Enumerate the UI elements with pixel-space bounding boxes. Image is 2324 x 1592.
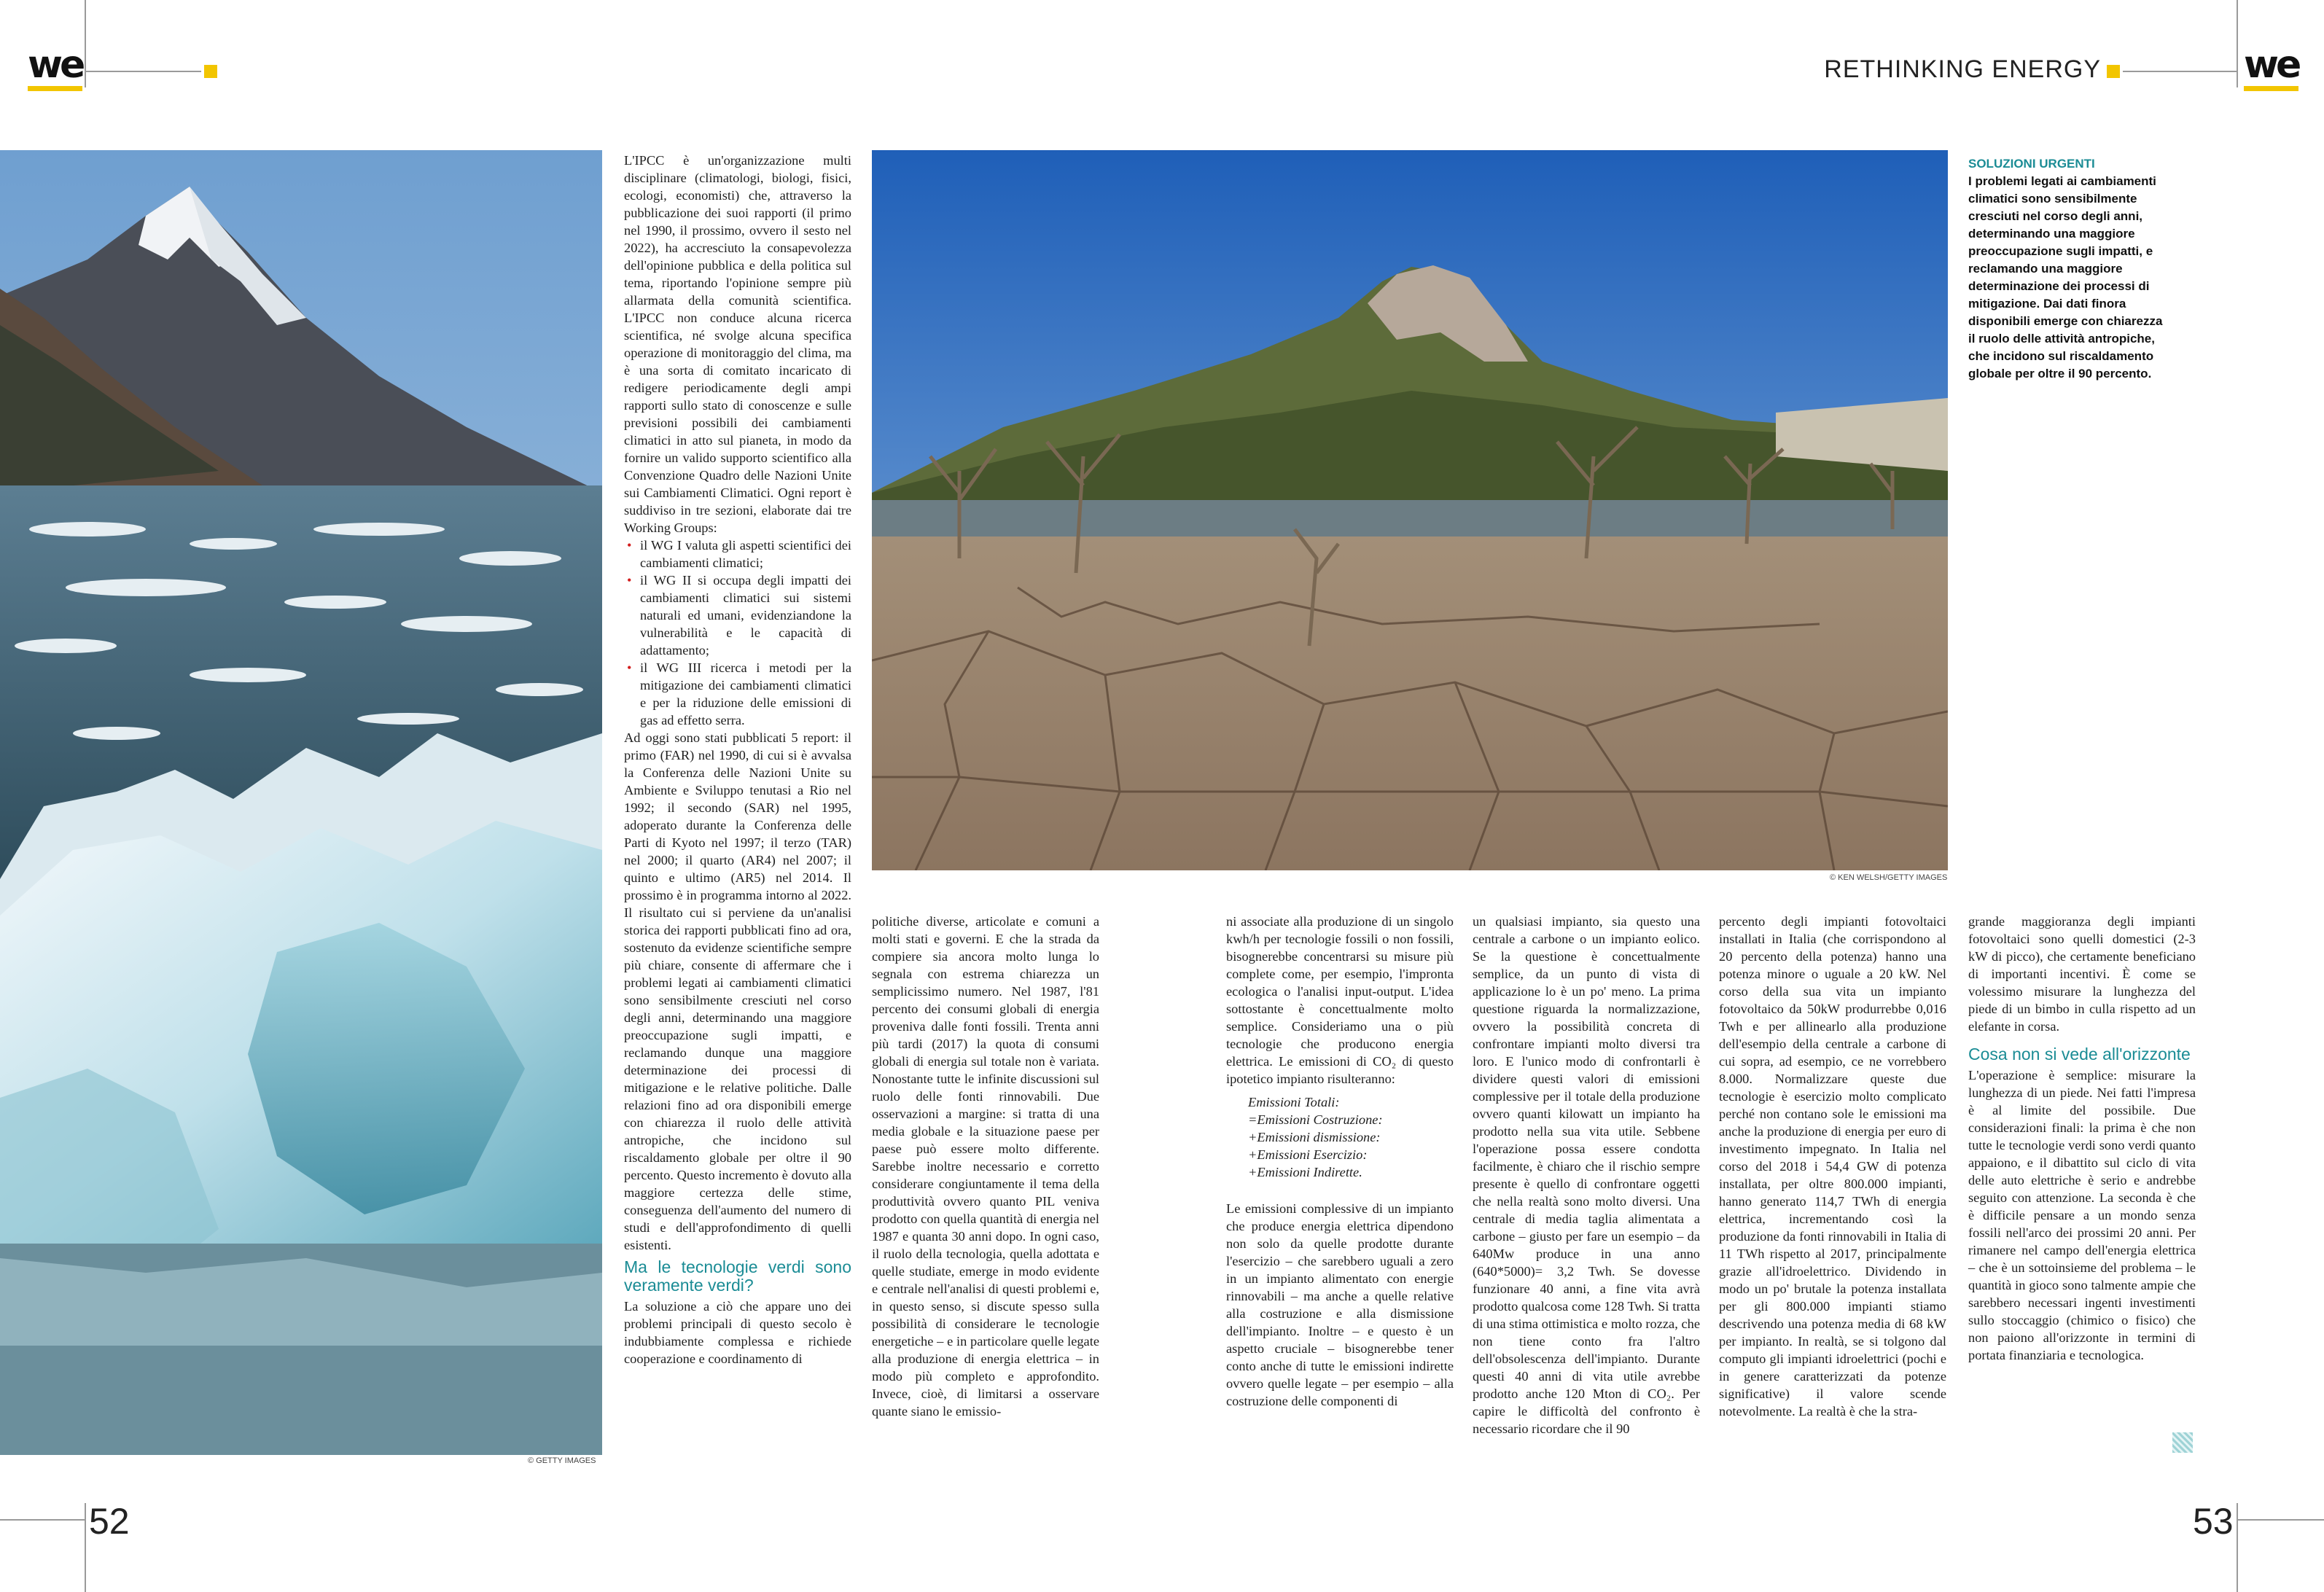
footer-rule-left	[0, 1519, 85, 1521]
col1-paragraph-2: Ad oggi sono stati pubblicati 5 report: il primo (FAR) nel 1990, di cui si è avvalsa la Conferenza delle Nazioni Unite su Ambiente e Sviluppo tenutasi a Rio nel 1992; il secondo (SAR) nel 1995, adoperato durante la Conferenza delle Parti di Kyoto nel 1997; il terzo (TAR) nel 2000; il quarto (AR4) nel 2007; il quinto e ultimo (AR5) nel 2014. Il prossimo è in programma intorno al 2022. Il risultato cui si perviene da un'analisi storica dei rapporti pubblicati fino ad ora, sostenuto da evidenze scientifiche sempre più chiare, consente di affermare che i problemi legati ai cambiamenti climatici sono sensibilmente cresciuti nel corso degli anni, determinando una maggiore preoccupazione sugli impatti, e reclamando dunque una maggiore determinazione dei processi di mitigazione e le relative politiche. Dalle relazioni fino ad ora disponibili emerge con chiarezza il ruolo delle attività antropiche, che incidono sul riscaldamento globale per oltre il 90 percento. Questo incremento è dovuto alla maggiore certezza delle stime, conseguenza dell'aumento del numero di studi e dell'approfondimento di quelli esistenti.	[624, 730, 851, 1252]
formula-line: +Emissioni Indirette.	[1248, 1165, 1362, 1179]
sidebar-box	[1968, 155, 2164, 383]
col3-paragraph-1: ni associate alla produzione di un singolo kwh/h per tecnologie fossili o non fossili, bisognerebbe concentrarsi su misure più complete come, per esempio, l'impronta ecologica o l'analisi input-output. L'idea sottostante è concettualmente molto semplice. Consideriamo una o più tecnologie che producono energia elettrica. Le emissioni di CO₂ di questo ipotetico impianto risulteranno:	[1226, 914, 1454, 1086]
column-6	[1968, 913, 2196, 1364]
crop-line-top-right	[2237, 0, 2238, 87]
working-groups-list	[624, 536, 851, 729]
we-logo-left: we	[28, 45, 82, 91]
page-number-right: 53	[2193, 1501, 2234, 1542]
col1-paragraph-3: La soluzione a ciò che appare uno dei problemi principali di questo secolo è indubbiamente complessa e richiede cooperazione e coordinamento di	[624, 1299, 851, 1366]
col6-paragraph-1: grande maggioranza degli impianti fotovoltaici sono quelli domestici (2-3 kW di picco), che certamente beneficiano di importanti incentivi. È come se volessimo misurare la lunghezza del piede di un bimbo in culla rispetto ad un elefante in corsa.	[1968, 914, 2196, 1034]
we-logo-right: we	[2244, 45, 2298, 91]
left-photo-credit: © GETTY IMAGES	[528, 1456, 596, 1465]
list-item: • il WG II si occupa degli impatti dei cambiamenti climatici sui sistemi naturali ed umani, evidenziandone la vulnerabilità e le capacità di adattamento;	[640, 571, 851, 659]
crop-line-bottom-left	[85, 1503, 86, 1592]
col6-paragraph-2: L'operazione è semplice: misurare la lunghezza di un piede. Nei fatti l'impresa è al limite del possibile. Due considerazioni finali: la prima è che non tutte le tecnologie verdi sono verdi quanto appaiono, e il dibattito sul ciclo di vita delle auto elettriche è serio e andrebbe seguito con attenzione. La seconda è che è difficile pensare a un mondo senza fossili nell'arco dei prossimi 20 anni. Per rimanere nel campo dell'energia elettrica – che è un sottoinsieme del problema – le quantità in gioco sono talmente ampie che sarebbero necessari ingenti investimenti sullo stoccaggio (chimico o fisico) che non paiono all'orizzonte in termini di portata finanziaria e tecnologica.	[1968, 1068, 2196, 1362]
col3-paragraph-2: Le emissioni complessive di un impianto che produce energia elettrica dipendono non solo da quelle prodotte durante l'esercizio – che sarebbero uguali a zero in un impianto alimentato con energie rinnovabili – ma anche a quelle relative alla costruzione e alla dismissione dell'impianto. Inoltre – e questo è un aspetto cruciale – bisognerebbe tener conto anche di tutte le emissioni indirette ovvero quelle legate – per esempio – alla costruzione delle componenti di	[1226, 1201, 1454, 1408]
list-item: • il WG I valuta gli aspetti scientifici dei cambiamenti climatici;	[640, 536, 851, 571]
col2-paragraph-1: politiche diverse, articolate e comuni a molti stati e governi. E che la strada da compiere sia ancora molto lunga lo segnala con estrema chiarezza un semplicissimo numero. Nel 1987, l'81 percento dei consumi globali di energia proveniva dalle fonti fossili. Trenta anni più tardi (2017) la quota di consumi globali di energia sul totale non è variata. Nonostante tutte le infinite discussioni sul ruolo delle fonti rinnovabili. Due osservazioni a margine: si tratta di una media globale e la situazione paese per paese può essere molto differente. Sarebbe inoltre necessario e corretto considerare congiuntamente il tema della produttività ovvero quanto PIL veniva prodotto con quella quantità di energia nel 1987 e quanta 30 anni dopo. In ogni caso, il ruolo della tecnologia, quella adottata e quelle studiate, emerge in modo evidente e centrale nell'analisi di questi problemi e, in questo senso, si discute spesso sulla possibilità di considerare le tecnologie energetiche – e in particolare quelle legate alla produzione di energia elettrica – in modo più completo e approfondito. Invece, cioè, di limitarsi a osservare quante siano le emissio-	[872, 914, 1099, 1419]
header-rule-left	[85, 71, 201, 72]
column-1	[624, 152, 851, 1367]
footer-rule-right	[2238, 1519, 2324, 1521]
col1-subhead: Ma le tecnologie verdi sono veramente verdi?	[624, 1257, 851, 1295]
formula-line: +Emissioni dismissione:	[1248, 1130, 1381, 1144]
col1-paragraph-1: L'IPCC è un'organizzazione multi disciplinare (climatologi, biologi, fisici, ecologi, economisti) che, attraverso la pubblicazione dei suoi rapporti (il primo nel 1990, il prossimo, ovvero il sesto nel 2022), ha accresciuto la consapevolezza dell'opinione pubblica e della politica sul tema, riportando l'opinione sempre più allarmata della comunità scientifica. L'IPCC non conduce alcuna ricerca scientifica, né svolge alcuna specifica operazione di monitoraggio del clima, ma è una sorta di comitato incaricato di redigere periodicamente degli ampi rapporti sullo stato di conoscenze e sulle previsioni possibili dei cambiamenti climatici in atto sul pianeta, in modo da fornire un valido supporto scientifico alla Convenzione Quadro delle Nazioni Unite sui Cambiamenti Climatici. Ogni report è suddiviso in tre sezioni, elaborate dai tre Working Groups:	[624, 153, 851, 535]
emissions-formula	[1226, 1093, 1454, 1181]
sidebar-kicker: SOLUZIONI URGENTI	[1968, 157, 2095, 171]
col6-subhead: Cosa non si vede all'orizzonte	[1968, 1045, 2191, 1064]
formula-line: =Emissioni Costruzione:	[1248, 1112, 1383, 1127]
drought-photo	[872, 150, 1948, 870]
column-5	[1719, 913, 1946, 1420]
glacier-photo	[0, 150, 602, 1455]
column-2	[872, 913, 1099, 1420]
formula-line: +Emissioni Esercizio:	[1248, 1147, 1368, 1162]
end-mark-icon	[2172, 1432, 2193, 1453]
crop-line-bottom-right	[2237, 1503, 2238, 1592]
column-3	[1226, 913, 1454, 1410]
sidebar-text: I problemi legati ai cambiamenti climatici sono sensibilmente cresciuti nel corso degli anni, determinando una maggiore preoccupazione sugli impatti, e reclamando una maggiore determinazione dei processi di mitigazione. Dai dati finora disponibili emerge con chiarezza il ruolo delle attività antropiche, che incidono sul riscaldamento globale per oltre il 90 percento.	[1968, 174, 2163, 381]
col4-paragraph-1: un qualsiasi impianto, sia questo una centrale a carbone o un impianto eolico. Se la questione è concettualmente semplice, da un punto di vista di applicazione lo è un po' meno. La prima questione riguarda la normalizzazione, ovvero la possibilità concreta di confrontare impianti molto diversi tra loro. E l'unico modo di confrontarli è dividere questi valori di emissioni complessive per il totale della produzione ovvero quanti kilowatt un impianto ha prodotto nella sua vita utile. Sebbene l'operazione possa essere condotta facilmente, è chiaro che il rischio sempre presente è quello di confrontare oggetti che nella realtà sono molto diversi. Una centrale di media taglia alimentata a carbone – giusto per fare un esempio – da 640Mw produce in una anno (640*5000)= 3,2 Twh. Se dovesse funzionare 40 anni, a fine vita avrà prodotto qualcosa come 128 Twh. Si tratta di una stima ottimistica e molto rozza, che non tiene conto fra l'altro dell'obsolescenza dell'impianto. Durante questi 40 anni di vita utile avrebbe prodotto anche 120 Mton di CO₂. Per capire le difficoltà del confronto è necessario ricordare che il 90	[1473, 914, 1700, 1436]
header-square-left	[204, 65, 217, 78]
list-item: • il WG III ricerca i metodi per la mitigazione dei cambiamenti climatici e per la riduzione delle emissioni di gas ad effetto serra.	[640, 659, 851, 729]
header-rule-right	[2123, 71, 2237, 72]
formula-line: Emissioni Totali:	[1248, 1095, 1340, 1109]
page-number-left: 52	[89, 1501, 130, 1542]
header-square-right	[2107, 65, 2120, 78]
col5-paragraph-1: percento degli impianti fotovoltaici installati in Italia (che corrispondono al 20 percento della potenza) hanno una potenza minore o uguale a 20 kW. Nel corso della sua vita un impianto fotovoltaico da 50kW produrrebbe 0,016 Twh e per allinearlo alla produzione dell'esempio della centrale a carbone di cui sopra, ad esempio, ce ne vorrebbero 8.000. Normalizzare queste due tecnologie è esercizio molto complicato perché non contano sole le emissioni ma anche la produzione di energia per euro di investimento impegnato. In Italia nel corso del 2018 i 54,4 GW di potenza installata, per oltre 800.000 impianti, hanno generato 114,7 TWh di energia elettrica, incrementando così la produzione da fonti rinnovabili in Italia di 11 TWh rispetto al 2017, principalmente grazie all'idroelettrico. Dividendo in modo un po' brutale la potenza installata per gli 800.000 impianti stiamo descrivendo una potenza media di 68 kW per impianto. In realtà, se si tolgono dal computo gli impianti idroelettrici (pochi e in genere caratterizzati da potenze significative) il valore scende notevolmente. La realtà è che la stra-	[1719, 914, 1946, 1419]
right-photo-credit: © KEN WELSH/GETTY IMAGES	[1830, 873, 1948, 882]
section-title: RETHINKING ENERGY	[1824, 55, 2101, 83]
column-4	[1473, 913, 1700, 1437]
crop-line-top-left	[85, 0, 86, 87]
